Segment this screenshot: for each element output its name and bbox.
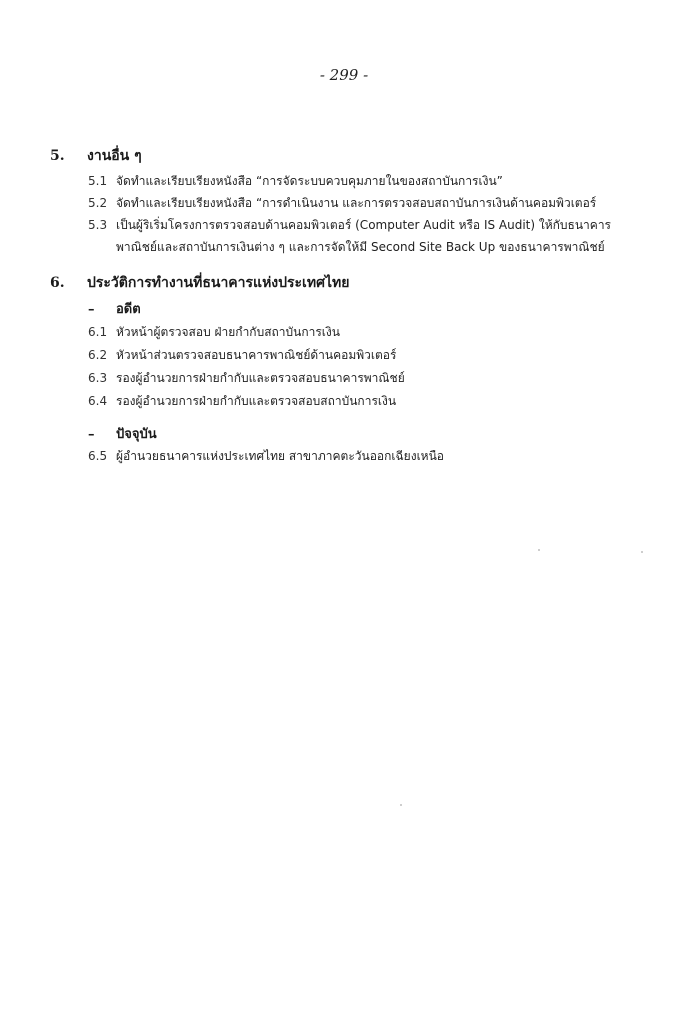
item-number: 6.5 <box>88 449 108 463</box>
section-6-title: ประวัติการทำงานที่ธนาคารแห่งประเทศไทย <box>87 275 350 291</box>
item-text: หัวหน้าผู้ตรวจสอบ ฝ่ายกำกับสถาบันการเงิน <box>116 325 340 339</box>
item-number: 6.1 <box>88 325 108 339</box>
item-number: 5.3 <box>88 218 108 232</box>
page-number: - 299 - <box>319 66 369 84</box>
scan-speck <box>641 551 643 553</box>
item-text: เป็นผู้ริเริ่มโครงการตรวจสอบด้านคอมพิวเตอร์ (Computer Audit หรือ IS Audit) ให้กับธนาคาร <box>116 218 612 232</box>
present-subheading <box>88 423 157 444</box>
list-item-5-3 <box>88 216 611 235</box>
list-item-6-1 <box>88 323 340 342</box>
item-number: 6.2 <box>88 348 108 362</box>
past-label: อดีต <box>116 302 141 317</box>
list-item-6-4 <box>88 392 396 411</box>
item-number: 6.3 <box>88 371 108 385</box>
list-item-5-2 <box>88 194 596 213</box>
item-text: รองผู้อำนวยการฝ่ายกำกับและตรวจสอบสถาบันการเงิน <box>116 394 397 408</box>
list-item-6-5 <box>88 447 444 466</box>
list-item-6-3 <box>88 369 405 388</box>
section-5-heading <box>50 145 142 167</box>
item-text: จัดทำและเรียบเรียงหนังสือ “การดำเนินงาน และการตรวจสอบสถาบันการเงินด้านคอมพิวเตอร์ <box>116 196 597 210</box>
section-5-title: งานอื่น ๆ <box>87 148 142 164</box>
section-6-heading <box>50 272 349 294</box>
past-subheading <box>88 298 141 319</box>
item-number: 5.1 <box>88 174 108 188</box>
item-text: จัดทำและเรียบเรียงหนังสือ “การจัดระบบควบคุมภายในของสถาบันการเงิน” <box>116 174 503 188</box>
list-item-5-3-continuation: พาณิชย์และสถาบันการเงินต่าง ๆ และการจัดให้มี Second Site Back Up ของธนาคารพาณิชย์ <box>116 240 605 254</box>
item-number: 6.4 <box>88 394 108 408</box>
scan-speck <box>538 549 540 551</box>
section-5-number: 5. <box>50 148 65 164</box>
present-label: ปัจจุบัน <box>116 427 157 442</box>
scan-speck <box>400 804 402 806</box>
list-item-5-1 <box>88 172 503 191</box>
item-text: หัวหน้าส่วนตรวจสอบธนาคารพาณิชย์ด้านคอมพิวเตอร์ <box>116 348 397 362</box>
dash: – <box>88 427 95 442</box>
item-text: ผู้อำนวยธนาคารแห่งประเทศไทย สาขาภาคตะวันออกเฉียงเหนือ <box>116 449 444 463</box>
item-text: รองผู้อำนวยการฝ่ายกำกับและตรวจสอบธนาคารพาณิชย์ <box>116 371 405 385</box>
list-item-6-2 <box>88 346 396 365</box>
dash: – <box>88 302 95 317</box>
section-6-number: 6. <box>50 275 65 291</box>
item-number: 5.2 <box>88 196 108 210</box>
